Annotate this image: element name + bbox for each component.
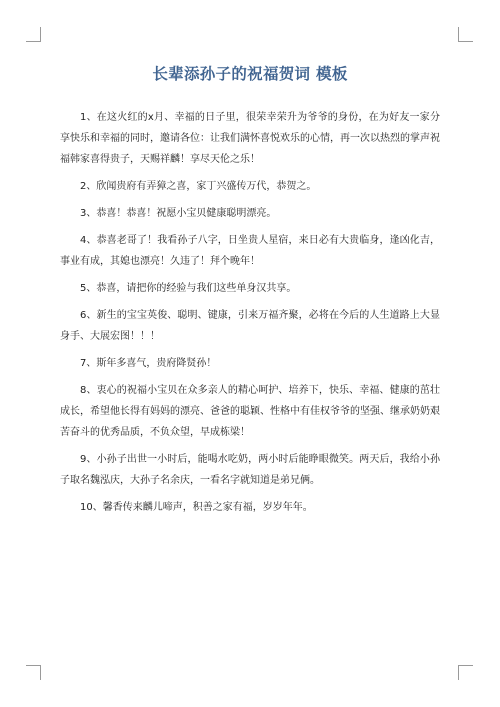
paragraph-8: 8、衷心的祝福小宝贝在众多亲人的精心呵护、培养下，快乐、幸福、健康的茁壮成长，希望他长得有妈妈的漂亮、爸爸的聪颖、性格中有佳权爷爷的坚强、继承奶奶艰苦奋斗的优秀品质，不负众望，早成栋梁！ (60, 385, 440, 438)
paragraph-6: 6、新生的宝宝英俊、聪明、键康，引来万福齐聚，必将在今后的人生道路上大显身手、大展宏图！！！ (60, 310, 440, 342)
crop-mark-bottom-left (26, 665, 41, 680)
crop-mark-top-left (26, 27, 41, 42)
paragraph-7: 7、斯年多喜气，贵府降贤孙！ (80, 358, 217, 369)
paragraph-5: 5、恭喜，请把你的经验与我们这些单身汉共享。 (80, 283, 297, 294)
paragraph-9: 9、小孙子出世一小时后，能喝水吃奶，两小时后能睁眼微笑。两天后，我给小孙子取名魏泓庆，大孙子名余庆，一看名字就知道是弟兄俩。 (60, 454, 440, 486)
paragraph-3: 3、恭喜！恭喜！祝愿小宝贝健康聪明漂亮。 (80, 208, 277, 219)
crop-mark-top-right (458, 27, 473, 42)
document-title: 长辈添孙子的祝福贺词 模板 (152, 65, 348, 83)
crop-mark-bottom-right (458, 665, 473, 680)
paragraph-4: 4、恭喜老哥了！我看孙子八字，日坐贵人星宿，来日必有大贵临身，逢凶化吉，事业有成，其媳也漂亮！久违了！拜个晚年！ (60, 235, 440, 267)
document-body (60, 107, 440, 524)
paragraph-10: 10、馨香传来麟儿啼声，积善之家有福，岁岁年年。 (80, 502, 313, 513)
paragraph-1: 1、在这火红的x月、幸福的日子里，很荣幸荣升为爷爷的身份，在为好友一家分享快乐和幸福的同时，邀请各位：让我们满怀喜悦欢乐的心情，再一次以热烈的掌声祝福韩家喜得贵子，天赐祥麟！享尽天伦之乐！ (60, 112, 440, 165)
paragraph-2: 2、欣闻贵府有弄獐之喜，家丁兴盛传万代，恭贺之。 (80, 181, 317, 192)
